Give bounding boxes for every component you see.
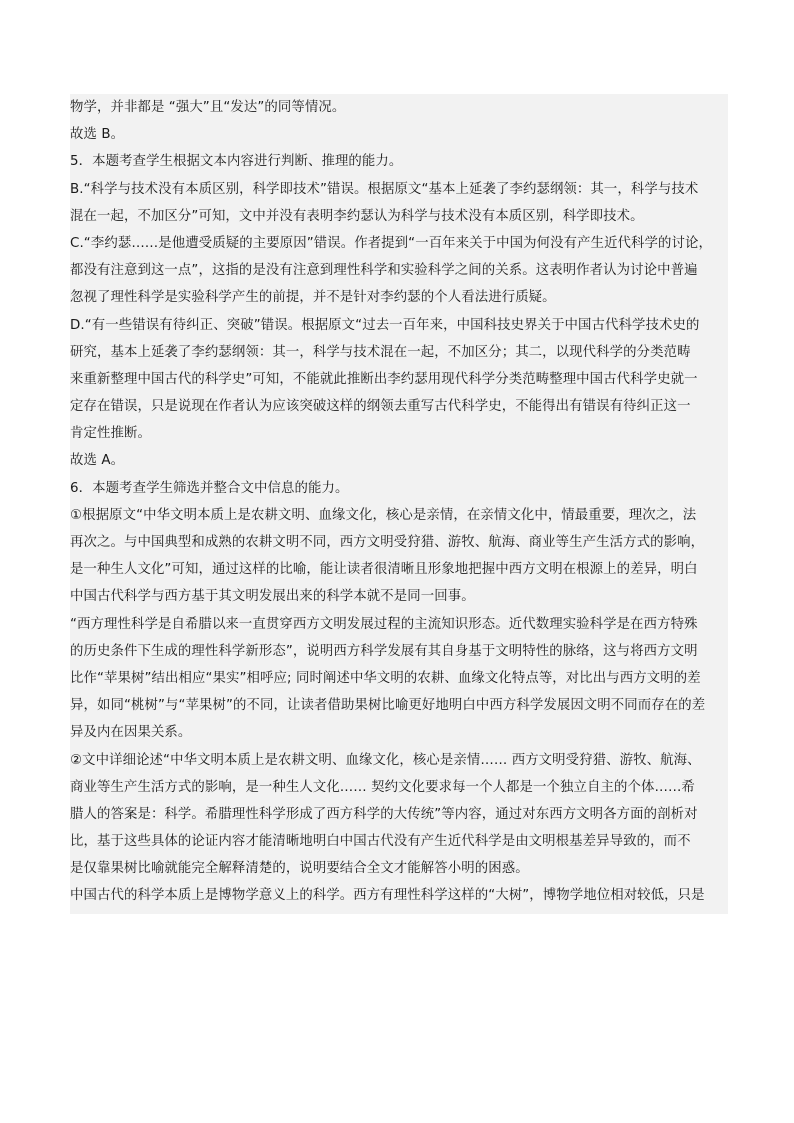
text-line: 比，基于这些具体的论证内容才能清晰地明白中国古代没有产生近代科学是由文明根基差异导致的，而不 <box>70 834 691 850</box>
text-line: 6．本题考查学生筛选并整合文中信息的能力。 <box>70 480 349 496</box>
text-line: 研究，基本上延袭了李约瑟纲领：其一，科学与技术混在一起，不加区分；其二，以现代科学的分类范畴 <box>70 344 691 360</box>
text-line: ①根据原文“中华文明本质上是农耕文明、血缘文化，核心是亲情，在亲情文化中，情最重要，理次之，法 <box>70 507 697 523</box>
text-line: 都没有注意到这一点”，这指的是没有注意到理性科学和实验科学之间的关系。这表明作者认为讨论中普遍 <box>70 263 698 279</box>
answer-explanation-text <box>70 94 728 914</box>
text-line: 比作“苹果树”结出相应“果实”相呼应; 同时阐述中华文明的农耕、血缘文化特点等，对比出与西方文明的差 <box>70 670 701 686</box>
text-line: 的历史条件下生成的理性科学新形态”，说明西方科学发展有其自身基于文明特性的脉络，这与将西方文明 <box>70 643 698 659</box>
text-line: 是一种生人文化”可知，通过这样的比喻，能让读者很清晰且形象地把握中西方文明在根源上的差异，明白 <box>70 562 698 578</box>
text-line: ②文中详细论述“中华文明本质上是农耕文明、血缘文化，核心是亲情…… 西方文明受狩猎、游牧、航海、 <box>70 752 701 768</box>
text-line: 肯定性推断。 <box>70 426 151 442</box>
text-line: B.“科学与技术没有本质区别，科学即技术”错误。根据原文“基本上延袭了李约瑟纲领：其一，科学与技术 <box>70 181 699 197</box>
text-line: 故选 B。 <box>70 127 125 143</box>
text-line: C.“李约瑟……是他遭受质疑的主要原因”错误。作者提到“一百年来关于中国为何没有产生近代科学的讨论， <box>70 235 712 251</box>
text-line: 异及内在因果关系。 <box>70 725 192 741</box>
text-line: 中国古代的科学本质上是博物学意义上的科学。西方有理性科学这样的“大树”，博物学地位相对较低，只是 <box>70 888 705 904</box>
text-line: D.“有一些错误有待纠正、突破”错误。根据原文“过去一百年来，中国科技史界关于中国古代科学技术史的 <box>70 317 700 333</box>
text-line: 混在一起，不加区分”可知，文中并没有表明李约瑟认为科学与技术没有本质区别，科学即技术。 <box>70 208 644 224</box>
text-line: 物学，并非都是 “强大”且“发达”的同等情况。 <box>70 100 346 115</box>
text-line: 定存在错误，只是说现在作者认为应该突破这样的纲领去重写古代科学史，不能得出有错误有待纠正这一 <box>70 399 691 415</box>
text-line: 是仅靠果树比喻就能完全解释清楚的，说明要结合全文才能解答小明的困惑。 <box>70 861 529 877</box>
text-line: 异，如同“桃树”与“苹果树”的不同，让读者借助果树比喻更好地明白中西方科学发展因文明不同而存在的差 <box>70 698 706 714</box>
text-line: “西方理性科学是自希腊以来一直贯穿西方文明发展过程的主流知识形态。近代数理实验科学是在西方特殊 <box>70 616 698 632</box>
text-line: 商业等生产生活方式的影响，是一种生人文化…… 契约文化要求每一个人都是一个独立自主的个体……希 <box>70 779 695 795</box>
text-line: 再次之。与中国典型和成熟的农耕文明不同，西方文明受狩猎、游牧、航海、商业等生产生活方式的影响， <box>70 535 705 550</box>
text-line: 故选 A。 <box>70 453 125 469</box>
text-line: 中国古代科学与西方基于其文明发展出来的科学本就不是同一回事。 <box>70 589 475 605</box>
text-line: 忽视了理性科学是实验科学产生的前提，并不是针对李约瑟的个人看法进行质疑。 <box>70 290 556 306</box>
text-line: 5．本题考查学生根据文本内容进行判断、推理的能力。 <box>70 154 403 170</box>
text-line: 来重新整理中国古代的科学史”可知，不能就此推断出李约瑟用现代科学分类范畴整理中国古代科学史就一 <box>70 371 698 387</box>
text-line: 腊人的答案是：科学。希腊理性科学形成了西方科学的大传统”等内容，通过对东西方文明各方面的剖析对 <box>70 806 698 822</box>
